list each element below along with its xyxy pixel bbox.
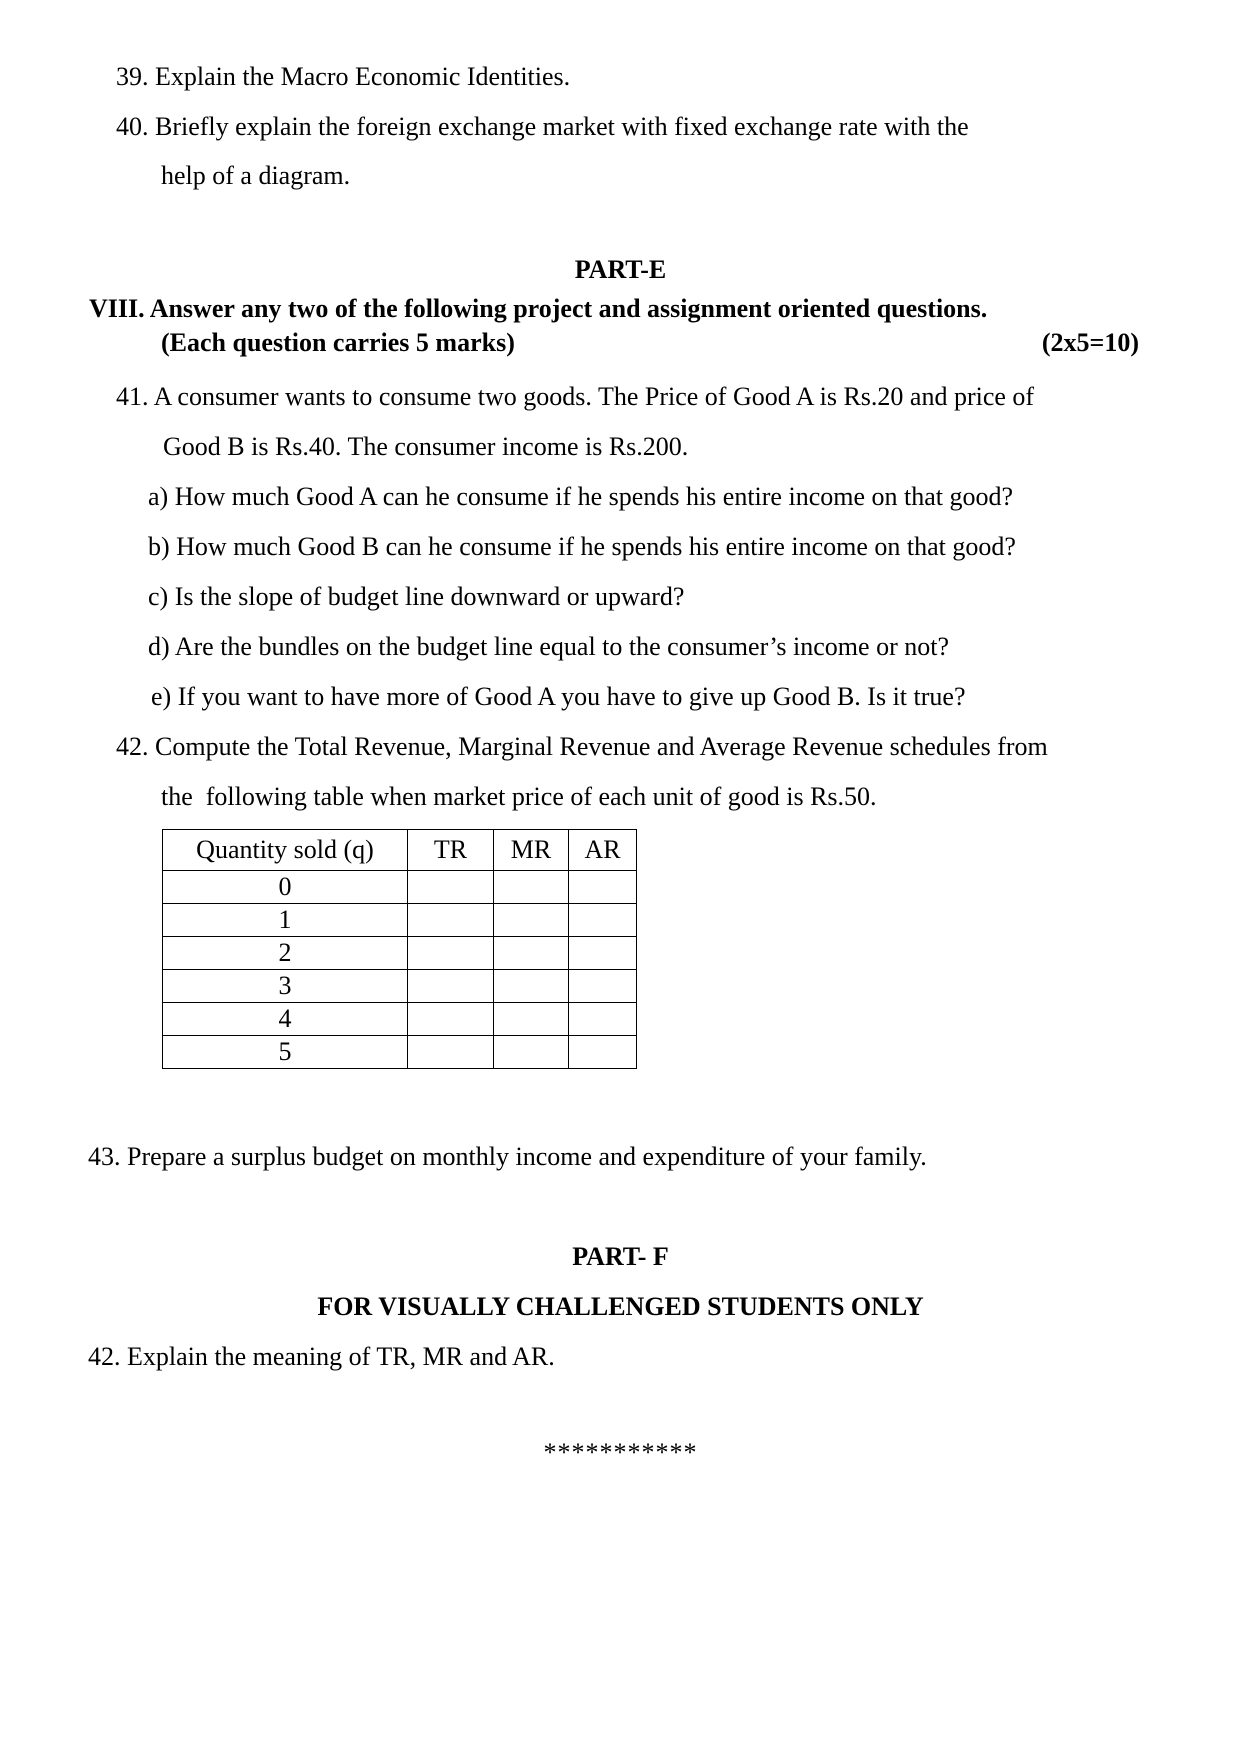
quantity-cell: 1 <box>163 904 408 937</box>
table-row <box>163 970 637 1003</box>
ar-cell <box>569 970 637 1003</box>
mr-cell <box>494 904 569 937</box>
part-f-subheading: FOR VISUALLY CHALLENGED STUDENTS ONLY <box>317 1292 924 1321</box>
table-row <box>163 937 637 970</box>
mr-cell <box>494 937 569 970</box>
part-e-marks-note: (Each question carries 5 marks) <box>161 328 515 357</box>
quantity-cell: 3 <box>163 970 408 1003</box>
ar-cell <box>569 871 637 904</box>
question-39 <box>116 64 570 90</box>
revenue-table <box>162 829 637 1069</box>
tr-cell <box>408 904 494 937</box>
question-39-number: 39. <box>116 62 149 91</box>
question-41-subpart-b: b) How much Good B can he consume if he spends his entire income on that good? <box>148 532 1016 561</box>
question-41-line2: Good B is Rs.40. The consumer income is Rs.200. <box>163 432 689 461</box>
header-quantity-sold: Quantity sold (q) <box>163 830 408 871</box>
part-e-marks-total: (2x5=10) <box>1041 328 1139 357</box>
tr-cell <box>408 937 494 970</box>
part-f-heading: PART- F <box>572 1242 669 1271</box>
question-40-text: Briefly explain the foreign exchange market with fixed exchange rate with the <box>155 112 969 141</box>
ar-cell <box>569 1036 637 1069</box>
question-40-continuation: help of a diagram. <box>161 161 351 190</box>
mr-cell <box>494 1003 569 1036</box>
table-row <box>163 1003 637 1036</box>
tr-cell <box>408 1003 494 1036</box>
question-42-line1: 42. Compute the Total Revenue, Marginal Revenue and Average Revenue schedules from <box>116 732 1048 761</box>
question-40-number: 40. <box>116 112 149 141</box>
part-e-heading: PART-E <box>574 255 667 284</box>
quantity-cell: 5 <box>163 1036 408 1069</box>
quantity-cell: 0 <box>163 871 408 904</box>
mr-cell <box>494 970 569 1003</box>
ar-cell <box>569 1003 637 1036</box>
question-43: 43. Prepare a surplus budget on monthly income and expenditure of your family. <box>88 1142 927 1171</box>
question-40 <box>116 114 969 140</box>
header-ar: AR <box>569 830 637 871</box>
table-row <box>163 904 637 937</box>
question-39-text: Explain the Macro Economic Identities. <box>155 62 571 91</box>
quantity-cell: 2 <box>163 937 408 970</box>
table-header-row <box>163 830 637 871</box>
question-41-subpart-d: d) Are the bundles on the budget line equal to the consumer’s income or not? <box>148 632 949 661</box>
part-f-question-42: 42. Explain the meaning of TR, MR and AR. <box>88 1342 555 1371</box>
question-41-subpart-c: c) Is the slope of budget line downward or upward? <box>148 582 685 611</box>
question-41-line1: 41. A consumer wants to consume two goods. The Price of Good A is Rs.20 and price of <box>116 382 1035 411</box>
header-tr: TR <box>408 830 494 871</box>
quantity-cell: 4 <box>163 1003 408 1036</box>
mr-cell <box>494 871 569 904</box>
table-row <box>163 1036 637 1069</box>
end-of-paper-marker: *********** <box>543 1438 698 1467</box>
tr-cell <box>408 970 494 1003</box>
question-42-line2: the following table when market price of each unit of good is Rs.50. <box>161 782 877 811</box>
tr-cell <box>408 1036 494 1069</box>
mr-cell <box>494 1036 569 1069</box>
ar-cell <box>569 904 637 937</box>
part-e-instruction: VIII. Answer any two of the following project and assignment oriented questions. <box>89 294 988 323</box>
tr-cell <box>408 871 494 904</box>
ar-cell <box>569 937 637 970</box>
table-row <box>163 871 637 904</box>
question-41-subpart-a: a) How much Good A can he consume if he spends his entire income on that good? <box>148 482 1014 511</box>
header-mr: MR <box>494 830 569 871</box>
question-41-subpart-e: e) If you want to have more of Good A you have to give up Good B. Is it true? <box>151 682 966 711</box>
